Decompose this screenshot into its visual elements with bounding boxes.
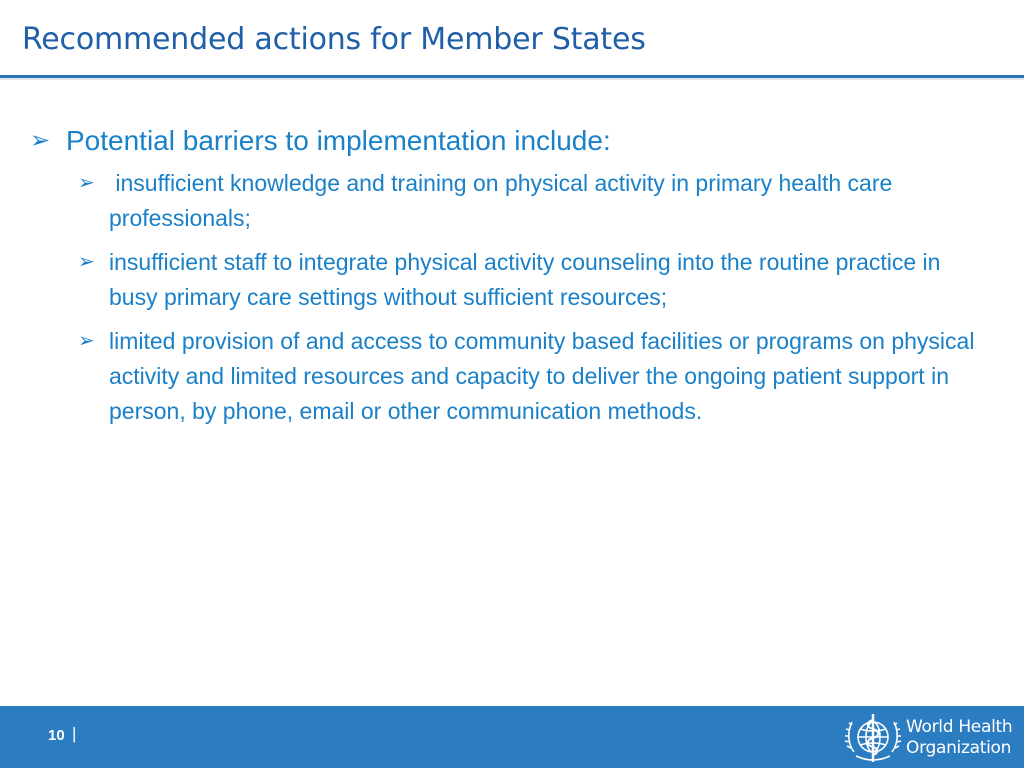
- bullet-item: [78, 245, 980, 315]
- footer-bar: [0, 706, 1024, 768]
- slide-content: [30, 122, 980, 438]
- arrow-bullet-icon: ➢: [30, 127, 51, 154]
- who-emblem-icon: [842, 708, 904, 768]
- arrow-bullet-icon: ➢: [78, 251, 95, 273]
- who-logo: [840, 706, 1024, 768]
- bullet-level1: [30, 122, 980, 160]
- title-divider-shadow: [0, 78, 1024, 80]
- bullet-item-text: insufficient staff to integrate physical activity counseling into the routine practice in busy primary care settings without sufficient resources;: [109, 249, 941, 310]
- page-separator: |: [72, 724, 77, 743]
- bullet-heading-text: Potential barriers to implementation include:: [66, 125, 611, 156]
- page-number: 10: [48, 727, 65, 744]
- bullet-item: [78, 324, 980, 429]
- bullet-item: [78, 166, 980, 236]
- logo-text-line2: Organization: [906, 738, 1012, 758]
- bullet-item-text: insufficient knowledge and training on physical activity in primary health care professionals;: [109, 170, 899, 231]
- logo-text-line1: World Health: [906, 717, 1013, 737]
- bullet-item-text: limited provision of and access to community based facilities or programs on physical activity and limited resources and capacity to deliver the ongoing patient support in person, by phone, email or other communication methods.: [109, 328, 975, 424]
- slide-title: Recommended actions for Member States: [22, 22, 646, 57]
- arrow-bullet-icon: ➢: [78, 172, 95, 194]
- arrow-bullet-icon: ➢: [78, 330, 95, 352]
